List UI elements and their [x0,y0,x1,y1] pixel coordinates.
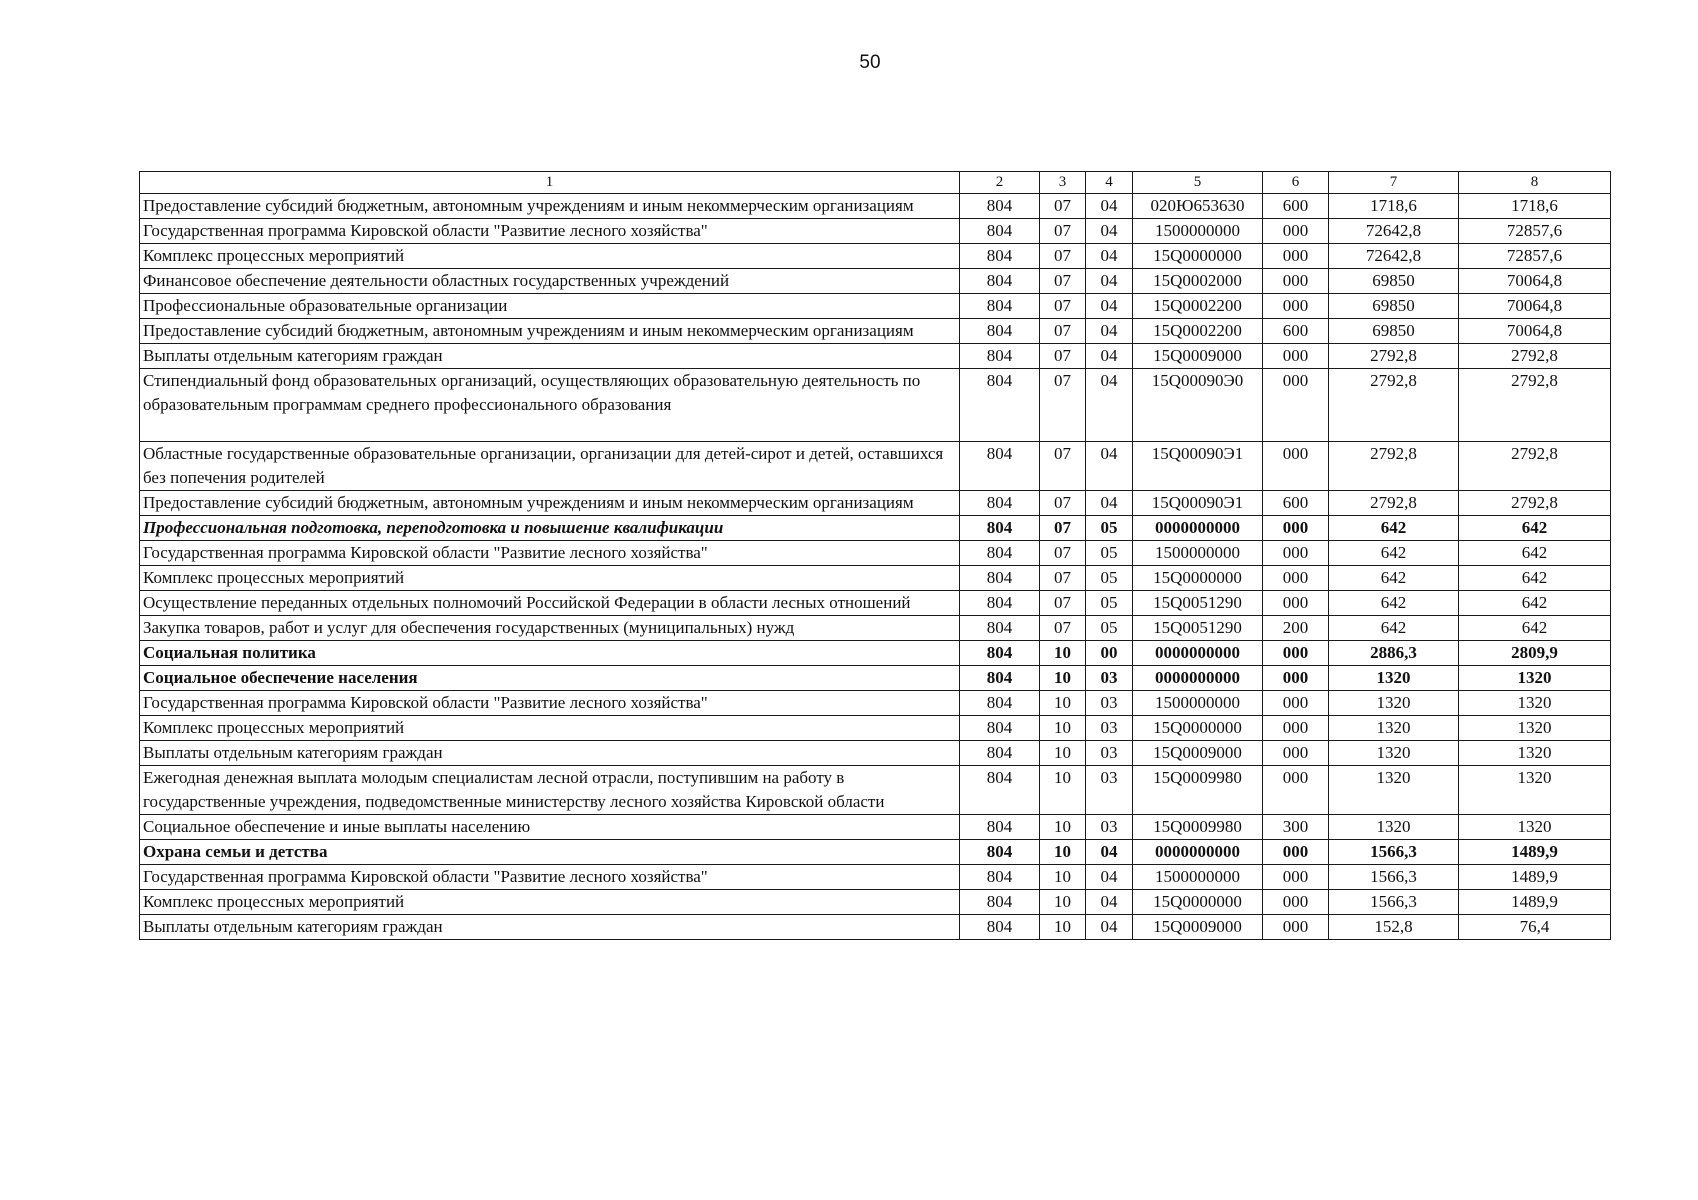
cell-col-7: 1718,6 [1329,194,1459,219]
cell-col-3: 10 [1040,641,1086,666]
table-row [140,541,1611,566]
table-row [140,442,1611,491]
column-header: 2 [960,172,1040,194]
cell-col-4: 04 [1086,294,1133,319]
cell-col-6: 000 [1263,369,1329,442]
column-header: 7 [1329,172,1459,194]
cell-col-8: 1320 [1459,691,1611,716]
cell-col-4: 05 [1086,541,1133,566]
cell-col-3: 10 [1040,815,1086,840]
cell-col-8: 1489,9 [1459,840,1611,865]
cell-col-2: 804 [960,716,1040,741]
cell-col-5: 15Q0000000 [1133,244,1263,269]
cell-col-3: 07 [1040,516,1086,541]
cell-col-5: 15Q0000000 [1133,890,1263,915]
cell-col-2: 804 [960,369,1040,442]
cell-col-3: 07 [1040,294,1086,319]
cell-col-5: 15Q00090Э1 [1133,491,1263,516]
cell-col-6: 000 [1263,244,1329,269]
cell-col-2: 804 [960,691,1040,716]
column-header: 5 [1133,172,1263,194]
cell-col-8: 70064,8 [1459,319,1611,344]
table-row [140,865,1611,890]
cell-col-7: 2792,8 [1329,442,1459,491]
column-header: 8 [1459,172,1611,194]
cell-col-7: 1566,3 [1329,865,1459,890]
cell-col-4: 04 [1086,369,1133,442]
cell-col-3: 07 [1040,319,1086,344]
cell-col-3: 07 [1040,442,1086,491]
cell-col-3: 07 [1040,369,1086,442]
cell-col-5: 15Q0009980 [1133,815,1263,840]
row-name: Предоставление субсидий бюджетным, автономным учреждениям и иным некоммерческим организациям [140,319,960,344]
cell-col-4: 04 [1086,865,1133,890]
cell-col-5: 0000000000 [1133,666,1263,691]
cell-col-2: 804 [960,741,1040,766]
cell-col-8: 642 [1459,591,1611,616]
cell-col-2: 804 [960,541,1040,566]
cell-col-3: 07 [1040,591,1086,616]
cell-col-4: 04 [1086,915,1133,940]
cell-col-5: 15Q00090Э0 [1133,369,1263,442]
cell-col-7: 1320 [1329,741,1459,766]
cell-col-4: 04 [1086,491,1133,516]
cell-col-4: 03 [1086,716,1133,741]
cell-col-8: 72857,6 [1459,219,1611,244]
cell-col-2: 804 [960,666,1040,691]
cell-col-3: 07 [1040,344,1086,369]
cell-col-8: 1489,9 [1459,865,1611,890]
cell-col-4: 03 [1086,691,1133,716]
cell-col-6: 000 [1263,442,1329,491]
row-name: Профессиональные образовательные организации [140,294,960,319]
cell-col-2: 804 [960,219,1040,244]
row-name: Областные государственные образовательные организации, организации для детей-сирот и детей, оставшихся без попечения родителей [140,442,960,491]
row-name: Закупка товаров, работ и услуг для обеспечения государственных (муниципальных) нужд [140,616,960,641]
table-row [140,591,1611,616]
cell-col-2: 804 [960,815,1040,840]
table-row [140,716,1611,741]
cell-col-2: 804 [960,766,1040,815]
row-name: Комплекс процессных мероприятий [140,566,960,591]
cell-col-5: 15Q0009000 [1133,741,1263,766]
cell-col-7: 1566,3 [1329,890,1459,915]
cell-col-2: 804 [960,344,1040,369]
cell-col-2: 804 [960,269,1040,294]
row-name: Государственная программа Кировской области "Развитие лесного хозяйства" [140,865,960,890]
table-row [140,194,1611,219]
cell-col-8: 2792,8 [1459,442,1611,491]
row-name: Выплаты отдельным категориям граждан [140,915,960,940]
cell-col-8: 2792,8 [1459,344,1611,369]
cell-col-4: 05 [1086,566,1133,591]
cell-col-5: 1500000000 [1133,691,1263,716]
cell-col-8: 2809,9 [1459,641,1611,666]
cell-col-6: 600 [1263,319,1329,344]
cell-col-3: 07 [1040,194,1086,219]
cell-col-5: 15Q0009980 [1133,766,1263,815]
table-row [140,294,1611,319]
cell-col-7: 1320 [1329,691,1459,716]
cell-col-6: 000 [1263,344,1329,369]
cell-col-6: 600 [1263,194,1329,219]
cell-col-8: 1320 [1459,766,1611,815]
row-name: Осуществление переданных отдельных полномочий Российской Федерации в области лесных отношений [140,591,960,616]
cell-col-6: 000 [1263,219,1329,244]
cell-col-4: 03 [1086,815,1133,840]
cell-col-5: 15Q0009000 [1133,344,1263,369]
cell-col-5: 0000000000 [1133,641,1263,666]
row-name: Социальное обеспечение и иные выплаты населению [140,815,960,840]
cell-col-7: 1320 [1329,766,1459,815]
cell-col-7: 642 [1329,591,1459,616]
row-name: Социальное обеспечение населения [140,666,960,691]
cell-col-5: 1500000000 [1133,865,1263,890]
row-name: Охрана семьи и детства [140,840,960,865]
table-row [140,766,1611,815]
cell-col-7: 69850 [1329,294,1459,319]
cell-col-4: 04 [1086,840,1133,865]
cell-col-6: 000 [1263,641,1329,666]
cell-col-7: 642 [1329,616,1459,641]
cell-col-2: 804 [960,865,1040,890]
row-name: Ежегодная денежная выплата молодым специалистам лесной отрасли, поступившим на работу в государственные учреждения, подведомственные министерству лесного хозяйства Кировской области [140,766,960,815]
cell-col-2: 804 [960,641,1040,666]
cell-col-5: 1500000000 [1133,541,1263,566]
row-name: Комплекс процессных мероприятий [140,890,960,915]
cell-col-7: 642 [1329,566,1459,591]
cell-col-4: 03 [1086,741,1133,766]
cell-col-7: 1320 [1329,815,1459,840]
cell-col-5: 15Q0000000 [1133,716,1263,741]
cell-col-7: 642 [1329,516,1459,541]
cell-col-5: 020Ю653630 [1133,194,1263,219]
cell-col-5: 15Q0002200 [1133,294,1263,319]
cell-col-2: 804 [960,244,1040,269]
cell-col-8: 642 [1459,516,1611,541]
cell-col-6: 000 [1263,741,1329,766]
cell-col-6: 000 [1263,516,1329,541]
table-row [140,244,1611,269]
cell-col-8: 1320 [1459,716,1611,741]
cell-col-4: 05 [1086,591,1133,616]
table-row [140,516,1611,541]
column-header: 1 [140,172,960,194]
cell-col-7: 152,8 [1329,915,1459,940]
cell-col-8: 70064,8 [1459,294,1611,319]
row-name: Государственная программа Кировской области "Развитие лесного хозяйства" [140,691,960,716]
cell-col-6: 000 [1263,840,1329,865]
cell-col-5: 0000000000 [1133,516,1263,541]
row-name: Комплекс процессных мероприятий [140,244,960,269]
cell-col-2: 804 [960,319,1040,344]
cell-col-2: 804 [960,516,1040,541]
cell-col-6: 000 [1263,890,1329,915]
row-name: Государственная программа Кировской области "Развитие лесного хозяйства" [140,219,960,244]
cell-col-3: 07 [1040,491,1086,516]
column-header: 6 [1263,172,1329,194]
cell-col-6: 300 [1263,815,1329,840]
row-name: Предоставление субсидий бюджетным, автономным учреждениям и иным некоммерческим организациям [140,194,960,219]
cell-col-2: 804 [960,915,1040,940]
cell-col-8: 1489,9 [1459,890,1611,915]
cell-col-3: 10 [1040,766,1086,815]
cell-col-2: 804 [960,491,1040,516]
cell-col-7: 69850 [1329,269,1459,294]
cell-col-8: 642 [1459,616,1611,641]
cell-col-4: 03 [1086,666,1133,691]
cell-col-7: 1566,3 [1329,840,1459,865]
column-header: 4 [1086,172,1133,194]
cell-col-3: 10 [1040,890,1086,915]
cell-col-7: 69850 [1329,319,1459,344]
cell-col-8: 72857,6 [1459,244,1611,269]
table-row [140,616,1611,641]
cell-col-8: 76,4 [1459,915,1611,940]
cell-col-3: 10 [1040,691,1086,716]
table-row [140,840,1611,865]
table-row [140,815,1611,840]
cell-col-5: 15Q0002000 [1133,269,1263,294]
cell-col-2: 804 [960,194,1040,219]
cell-col-7: 1320 [1329,716,1459,741]
table-row [140,491,1611,516]
table-row [140,666,1611,691]
table-row [140,344,1611,369]
cell-col-6: 600 [1263,491,1329,516]
cell-col-8: 1718,6 [1459,194,1611,219]
cell-col-6: 000 [1263,766,1329,815]
table-row [140,890,1611,915]
budget-table [139,171,1611,940]
table-row [140,566,1611,591]
table-row [140,915,1611,940]
cell-col-6: 200 [1263,616,1329,641]
cell-col-7: 1320 [1329,666,1459,691]
table-row [140,741,1611,766]
cell-col-8: 2792,8 [1459,491,1611,516]
table-row [140,319,1611,344]
cell-col-2: 804 [960,591,1040,616]
cell-col-6: 000 [1263,269,1329,294]
cell-col-4: 03 [1086,766,1133,815]
table-row [140,691,1611,716]
row-name: Государственная программа Кировской области "Развитие лесного хозяйства" [140,541,960,566]
cell-col-8: 1320 [1459,666,1611,691]
cell-col-7: 2792,8 [1329,369,1459,442]
cell-col-4: 04 [1086,244,1133,269]
cell-col-3: 10 [1040,716,1086,741]
cell-col-4: 05 [1086,516,1133,541]
cell-col-4: 04 [1086,219,1133,244]
cell-col-4: 04 [1086,442,1133,491]
cell-col-5: 15Q0051290 [1133,616,1263,641]
cell-col-3: 07 [1040,566,1086,591]
row-name: Предоставление субсидий бюджетным, автономным учреждениям и иным некоммерческим организациям [140,491,960,516]
row-name: Выплаты отдельным категориям граждан [140,344,960,369]
cell-col-7: 72642,8 [1329,244,1459,269]
cell-col-6: 000 [1263,541,1329,566]
cell-col-6: 000 [1263,591,1329,616]
cell-col-5: 15Q0002200 [1133,319,1263,344]
cell-col-2: 804 [960,294,1040,319]
cell-col-8: 642 [1459,566,1611,591]
cell-col-2: 804 [960,442,1040,491]
cell-col-5: 15Q0051290 [1133,591,1263,616]
cell-col-7: 2886,3 [1329,641,1459,666]
cell-col-2: 804 [960,616,1040,641]
row-name: Комплекс процессных мероприятий [140,716,960,741]
cell-col-7: 642 [1329,541,1459,566]
table-body [140,194,1611,940]
row-name: Профессиональная подготовка, переподготовка и повышение квалификации [140,516,960,541]
cell-col-8: 2792,8 [1459,369,1611,442]
row-name: Социальная политика [140,641,960,666]
table-row [140,269,1611,294]
cell-col-5: 15Q0000000 [1133,566,1263,591]
cell-col-3: 10 [1040,865,1086,890]
cell-col-4: 04 [1086,269,1133,294]
cell-col-5: 1500000000 [1133,219,1263,244]
column-header: 3 [1040,172,1086,194]
cell-col-6: 000 [1263,666,1329,691]
cell-col-4: 00 [1086,641,1133,666]
cell-col-8: 70064,8 [1459,269,1611,294]
cell-col-6: 000 [1263,294,1329,319]
page-number: 50 [859,52,881,73]
cell-col-6: 000 [1263,915,1329,940]
cell-col-3: 07 [1040,219,1086,244]
column-number-row [140,172,1611,194]
cell-col-4: 04 [1086,890,1133,915]
cell-col-3: 07 [1040,616,1086,641]
cell-col-8: 1320 [1459,741,1611,766]
cell-col-3: 07 [1040,541,1086,566]
cell-col-4: 04 [1086,319,1133,344]
cell-col-3: 10 [1040,915,1086,940]
cell-col-3: 07 [1040,269,1086,294]
cell-col-5: 0000000000 [1133,840,1263,865]
cell-col-3: 10 [1040,741,1086,766]
cell-col-8: 1320 [1459,815,1611,840]
cell-col-2: 804 [960,890,1040,915]
cell-col-2: 804 [960,840,1040,865]
cell-col-3: 07 [1040,244,1086,269]
cell-col-5: 15Q00090Э1 [1133,442,1263,491]
row-name: Финансовое обеспечение деятельности областных государственных учреждений [140,269,960,294]
cell-col-6: 000 [1263,691,1329,716]
table-row [140,641,1611,666]
cell-col-6: 000 [1263,865,1329,890]
cell-col-6: 000 [1263,716,1329,741]
row-name: Стипендиальный фонд образовательных организаций, осуществляющих образовательную деятельность по образовательным программам среднего профессионального образования [140,369,960,442]
cell-col-3: 10 [1040,666,1086,691]
cell-col-7: 2792,8 [1329,344,1459,369]
cell-col-8: 642 [1459,541,1611,566]
table-row [140,369,1611,442]
cell-col-2: 804 [960,566,1040,591]
cell-col-4: 05 [1086,616,1133,641]
row-name: Выплаты отдельным категориям граждан [140,741,960,766]
table-row [140,219,1611,244]
cell-col-5: 15Q0009000 [1133,915,1263,940]
cell-col-7: 72642,8 [1329,219,1459,244]
cell-col-4: 04 [1086,194,1133,219]
cell-col-4: 04 [1086,344,1133,369]
cell-col-3: 10 [1040,840,1086,865]
cell-col-7: 2792,8 [1329,491,1459,516]
cell-col-6: 000 [1263,566,1329,591]
